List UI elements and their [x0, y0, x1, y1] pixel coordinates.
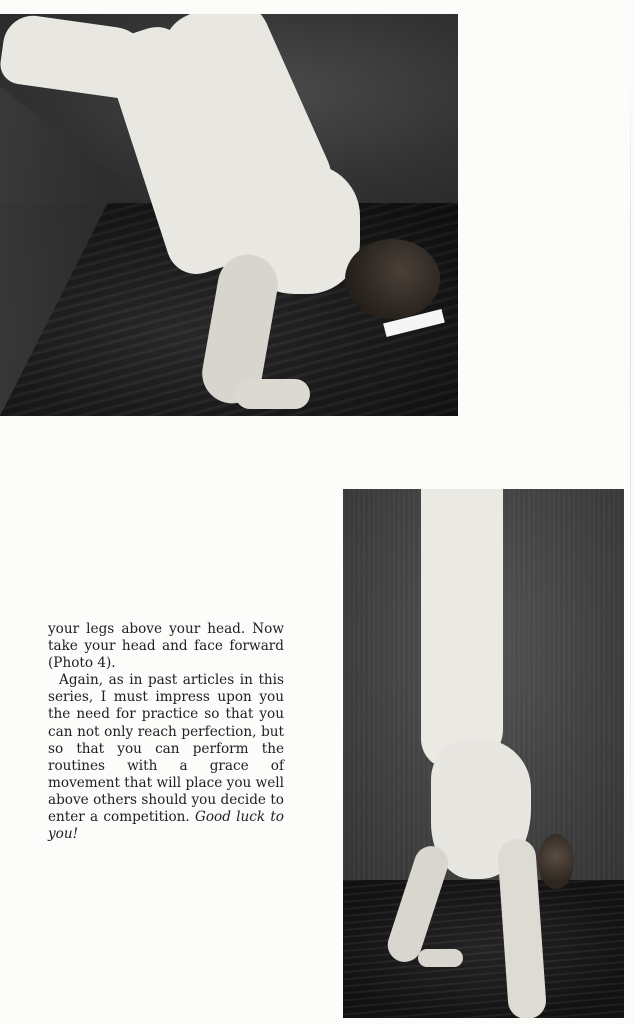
photo-headstand-straight [343, 489, 624, 1018]
page-edge-shadow [630, 60, 631, 960]
paragraph-1: your legs above your head. Now take your head and face forward (Photo 4). [48, 621, 284, 672]
closing-remark: Good luck to you! [48, 809, 284, 843]
paragraph-2 [48, 672, 284, 843]
figure-left-hand [418, 949, 463, 967]
photo-headstand-tuck [0, 14, 458, 416]
figure-head [345, 239, 440, 319]
figure-head [538, 834, 574, 889]
figure-legs [421, 489, 503, 769]
article-body [48, 621, 284, 843]
photo-mat [343, 880, 624, 1018]
figure-hand [235, 379, 310, 409]
paragraph-2-text: Again, as in past articles in this series, I must impress upon you the need for practice so that you can not only reach perfection, but so that you can perform the routines with a grace of movement that will place you well above others should you decide to enter a competition. [48, 672, 284, 826]
